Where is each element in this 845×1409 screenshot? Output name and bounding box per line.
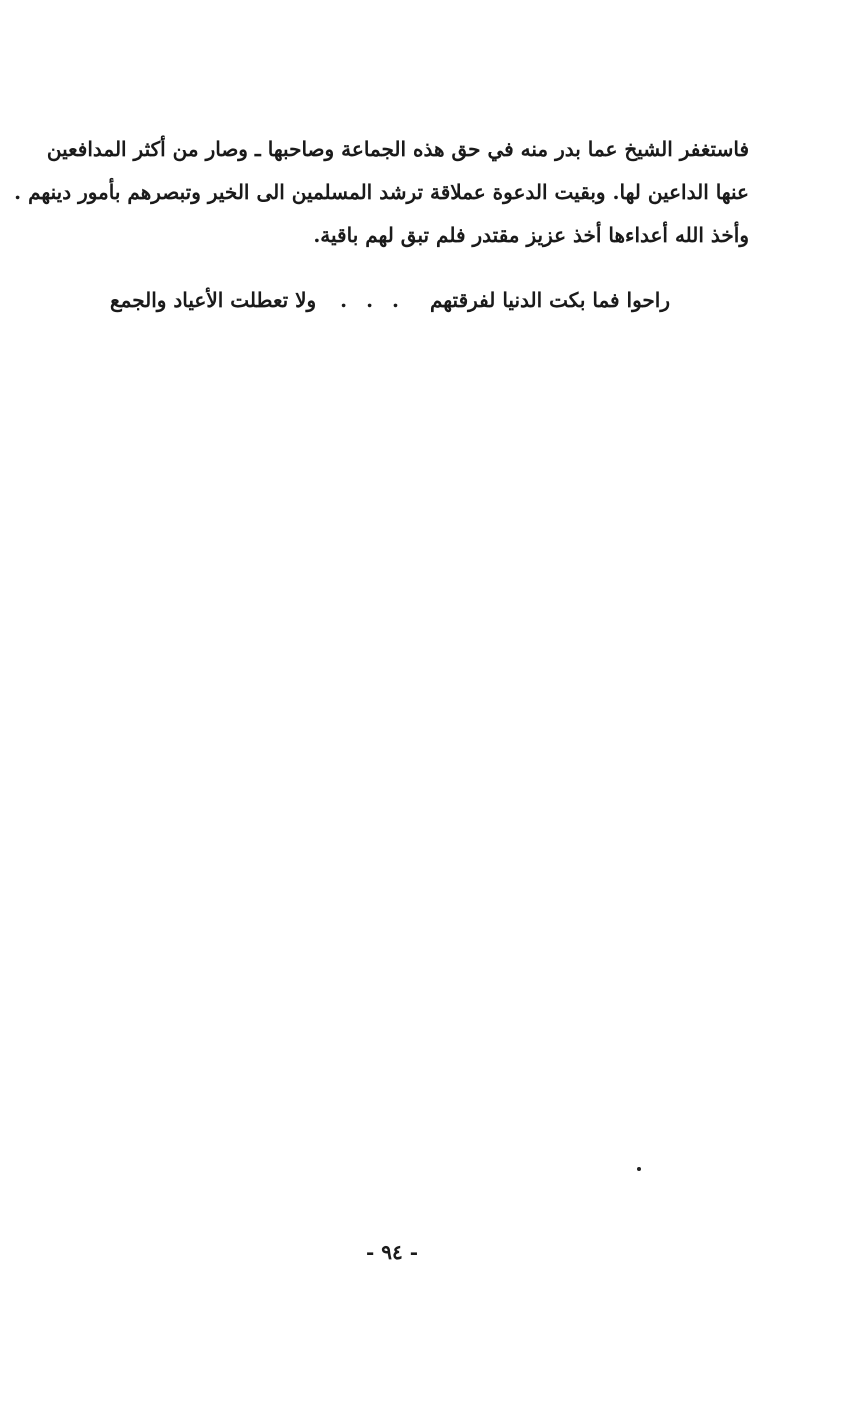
page-number: - ٩٤ -	[365, 1240, 418, 1264]
verse-first-hemistich: راحوا فما بكت الدنيا لفرقتهم	[430, 288, 670, 312]
verse-second-hemistich: ولا تعطلت الأعياد والجمع	[110, 288, 317, 312]
body-paragraph	[14, 128, 749, 257]
paragraph-line-1: فاستغفر الشيخ عما بدر منه في حق هذه الجماعة وصاحبها ـ وصار من أكثر المدافعين	[46, 137, 749, 161]
scan-speck	[637, 1167, 641, 1171]
paragraph-line-2: عنها الداعين لها. وبقيت الدعوة عملاقة ترشد المسلمين الى الخير وتبصرهم بأمور دينهم .	[14, 180, 749, 204]
paragraph-line-3: وأخذ الله أعداءها أخذ عزيز مقتدر فلم تبق لهم باقية.	[313, 223, 749, 247]
poetry-verse	[110, 288, 670, 324]
verse-separator: . . .	[340, 288, 405, 312]
